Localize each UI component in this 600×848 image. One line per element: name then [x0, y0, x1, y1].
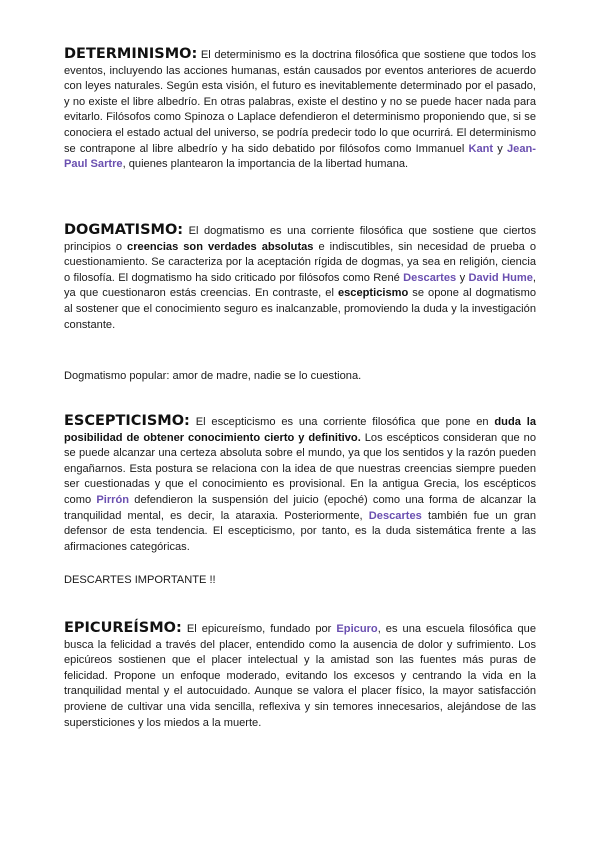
text-segment: El dogmatismo es una corriente filosófica que sostiene que ciertos principios o — [64, 225, 536, 253]
dogmatismo-paragraph — [64, 223, 536, 333]
text-segment: Los escépticos consideran que no se puede alcanzar una certeza absoluta sobre el mundo, ya que los sentidos y la razón pueden engañarnos. Esta postura se relaciona con la idea de que nuestras creencias siempre pueden ser cuestionadas y que el conocimiento es provisional. En la antigua Grecia, los escépticos como — [64, 431, 536, 506]
bold-phrase: creencias son verdades absolutas — [127, 240, 314, 253]
determinismo-paragraph — [64, 47, 536, 173]
term-dogmatismo: DOGMATISMO: — [64, 222, 184, 238]
text-segment: , es una escuela filosófica que busca la felicidad a través del placer, entendido como la ausencia de dolor y sufrimiento. Los epicúreos sostienen que el placer intelectual y la amistad son las fuentes más puras de felicidad. Propone un enfoque moderado, evitando los excesos y centrando la vida en la tranquilidad mental y el autocuidado. Aunque se valora el placer físico, la mayor satisfacción proviene de cultivar una vida sencilla, reflexiva y sin temores innecesarios, alejándose de las supersticiones y los miedos a la muerte. — [64, 623, 536, 729]
dogmatismo-note: Dogmatismo popular: amor de madre, nadie se lo cuestiona. — [64, 370, 362, 382]
text-segment: y — [456, 271, 469, 284]
name-descartes: Descartes — [403, 271, 457, 284]
term-escepticismo: ESCEPTICISMO: — [64, 413, 190, 429]
text-segment: se opone al dogmatismo al sostener que el conocimiento seguro es inalcanzable, promoviendo la duda y la investigación constante. — [64, 287, 536, 331]
text-segment: El escepticismo es una corriente filosófica que pone en — [189, 416, 495, 428]
name-epicuro: Epicuro — [336, 623, 378, 635]
bold-phrase: duda la posibilidad de obtener conocimiento cierto y definitivo. — [64, 416, 536, 444]
text-segment: El epicureísmo, fundado por — [181, 623, 337, 635]
name-sartre: Jean-Paul Sartre — [64, 142, 536, 171]
term-epicureismo: EPICUREÍSMO: — [64, 620, 182, 636]
text-segment: , quienes plantearon la importancia de la libertad humana. — [122, 158, 409, 171]
name-kant: Kant — [468, 142, 494, 155]
escepticismo-note: DESCARTES IMPORTANTE !! — [64, 574, 216, 586]
name-pirron: Pirrón — [96, 493, 130, 506]
term-determinismo: DETERMINISMO: — [64, 46, 198, 62]
epicureismo-paragraph — [64, 621, 536, 731]
name-descartes: Descartes — [368, 509, 422, 522]
text-segment: , ya que cuestionaron estás creencias. En contraste, el — [64, 271, 536, 300]
text-segment: El determinismo es la doctrina filosófica que sostiene que todos los eventos, incluyendo las acciones humanas, están causados por eventos anteriores de acuerdo con leyes naturales. Según esta visión, el futuro es inevitablemente determinado por el pasado, y no existe el libre albedrío. En otras palabras, existe el destino y no se puede hacer nada para evitarlo. Filósofos como Spinoza o Laplace defendieron el determinismo proponiendo que, si se conociera el estado actual del universo, se podría predecir todo lo que ocurrirá. El determinismo se contrapone al libre albedrío y ha sido debatido por filósofos como Immanuel — [64, 49, 536, 155]
text-segment: defendieron la suspensión del juicio (epoché) como una forma de alcanzar la tranquilidad mental, es decir, la ataraxia. Posteriormente, — [64, 493, 536, 522]
text-segment: y — [493, 142, 508, 155]
escepticismo-paragraph — [64, 414, 536, 555]
text-segment: e indiscutibles, sin necesidad de prueba o cuestionamiento. Se caracteriza por la aceptación rígida de dogmas, ya sea en religión, ciencia o filosofía. El dogmatismo ha sido criticado por filósofos como René — [64, 240, 536, 284]
text-segment: también fue un gran defensor de esta tendencia. El escepticismo, por tanto, es la duda sistemática frente a las afirmaciones categóricas. — [64, 509, 536, 553]
name-hume: David Hume — [468, 271, 533, 284]
bold-phrase: escepticismo — [337, 287, 409, 300]
